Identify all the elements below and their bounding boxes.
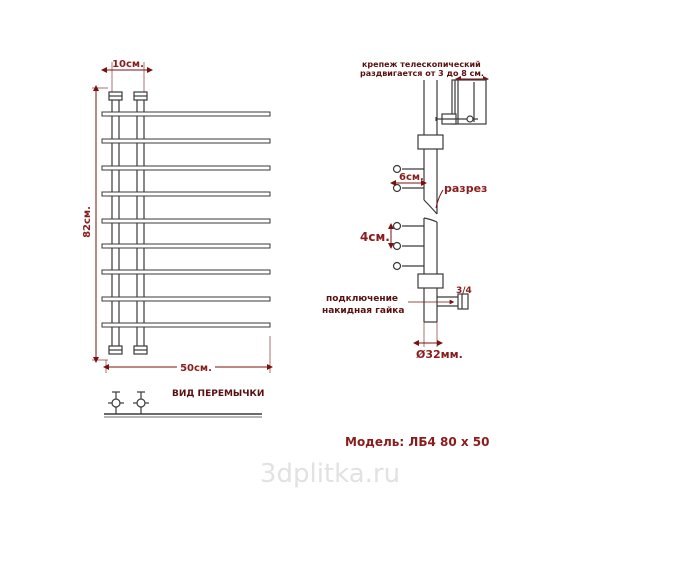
horizontal-bar <box>102 323 270 327</box>
horizontal-bar <box>102 192 270 196</box>
horizontal-bar <box>102 166 270 170</box>
connection-label-line1: подключение <box>326 294 399 304</box>
riser-top-caps <box>109 92 147 100</box>
dim-10cm <box>104 59 150 92</box>
horizontal-bar <box>102 112 270 116</box>
dim-6cm-label: 6см. <box>399 172 424 183</box>
dim-50cm <box>106 336 270 374</box>
dim-width-label: 50см. <box>180 363 212 374</box>
horizontal-bar <box>102 270 270 274</box>
jumper-view <box>104 389 264 417</box>
riser-clamps <box>418 135 443 288</box>
dim-top-label: 10см. <box>112 59 144 70</box>
connection-label-line2: накидная гайка <box>322 306 405 316</box>
connection-nut <box>437 294 468 309</box>
thread-size-label: 3/4 <box>456 286 472 296</box>
dim-height-label: 82см. <box>82 206 93 238</box>
telescopic-note-line2: раздвигается от 3 до 8 см. <box>360 69 484 78</box>
dim-4cm-label: 4см. <box>360 230 390 244</box>
horizontal-bar <box>102 244 270 248</box>
horizontal-bar <box>102 219 270 223</box>
section-label: разрез <box>444 182 488 195</box>
riser-lower <box>424 218 437 322</box>
model-label: Модель: ЛБ4 80 х 50 <box>345 435 490 449</box>
horizontal-bar <box>102 139 270 143</box>
watermark: 3dplitka.ru <box>259 459 401 489</box>
horizontal-bars <box>102 112 270 327</box>
front-view <box>82 59 270 417</box>
jumper-view-label: ВИД ПЕРЕМЫЧКИ <box>172 389 265 399</box>
telescopic-note-line1: крепеж телескопический <box>362 60 481 69</box>
riser-bottom-fittings <box>109 346 147 354</box>
side-view <box>322 60 487 361</box>
wall-bracket <box>436 80 486 124</box>
pipe-diameter-label: Ø32мм. <box>416 348 463 361</box>
horizontal-bar <box>102 297 270 301</box>
dim-82cm <box>82 88 108 360</box>
